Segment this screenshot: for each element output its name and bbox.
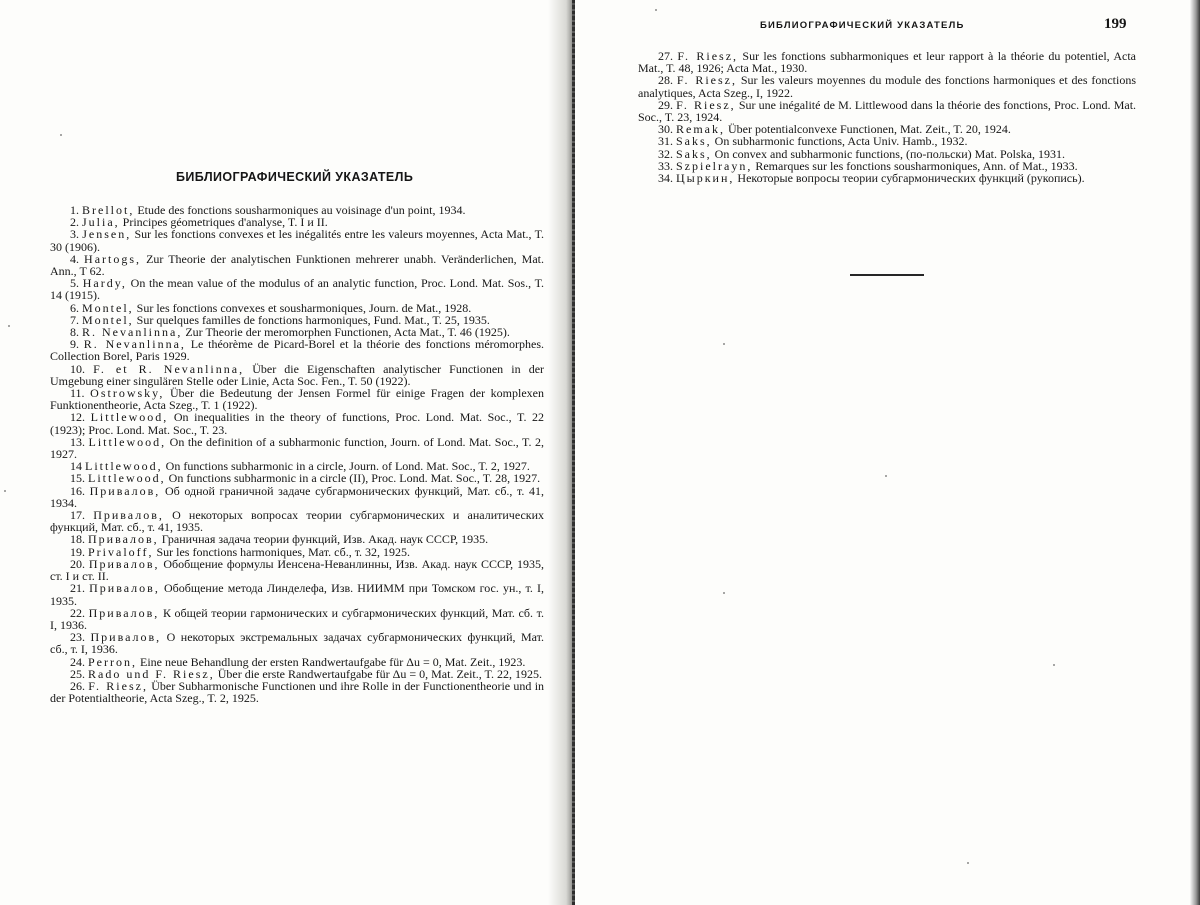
entry-text: Etude des fonctions sousharmoniques au voisinage d'un point, 1934. [137, 203, 466, 217]
entry-author: Jensen, [82, 227, 132, 242]
entry-text: К общей теории гармонических и субгармонических функций, Мат. сб. т. I, 1936. [50, 605, 544, 632]
speck [723, 343, 725, 345]
bibliography-entry [50, 338, 544, 362]
entry-text: Об одной граничной задаче субгармонических функций, Мат. сб., т. 41, 1934. [50, 483, 545, 510]
entry-author: Привалов, [89, 483, 161, 498]
entry-author: Hardy, [82, 276, 127, 291]
entry-text: Sur les valeurs moyennes du module des fonctions harmoniques et des fonctions analytiques, Acta Szeg., I, 1922. [638, 73, 1136, 100]
entry-number: 17. [70, 508, 85, 523]
entry-number: 4. [70, 251, 79, 266]
entry-text: Über die Eigenschaften analytischer Functionen in der Umgebung einer singulären Stelle oder Linie, Acta Soc. Fen., T. 50 (1922). [50, 361, 545, 388]
page-number: 199 [1104, 16, 1127, 32]
entry-text: Некоторые вопросы теории субгармонических функций (рукопись). [737, 171, 1085, 186]
entry-author: F. Riesz, [677, 49, 739, 63]
entry-text: Sur les fonctions harmoniques, Мат. сб., т. 32, 1925. [156, 544, 411, 559]
bibliography-entry [50, 411, 544, 435]
entry-number: 26. [70, 678, 85, 693]
entry-author: Remak, [676, 122, 725, 137]
entry-number: 30. [658, 122, 673, 137]
entry-number: 24. [70, 654, 85, 669]
speck [723, 592, 725, 594]
entry-text: Sur les fonctions subharmoniques et leur rapport à la théorie du potentiel, Acta Mat., T. 48, 1926; Acta Mat., 1930. [638, 49, 1137, 76]
speck [60, 134, 62, 136]
entry-author: Привалов, [88, 556, 160, 571]
entry-number: 6. [70, 300, 79, 315]
speck [8, 325, 10, 327]
entry-number: 21. [70, 581, 85, 596]
end-rule [850, 274, 924, 276]
entry-author: Perron, [88, 654, 137, 669]
entry-text: On functions subharmonic in a circle (II), Proc. Lond. Mat. Soc., T. 28, 1927. [168, 471, 541, 486]
entry-number: 15. [70, 471, 85, 486]
entry-author: Привалов, [90, 630, 162, 645]
speck [885, 475, 887, 477]
entry-number: 16. [70, 483, 85, 498]
entry-text: Обобщение метода Линделефа, Изв. НИИММ при Томском гос. ун., т. I, 1935. [50, 581, 544, 608]
entry-author: Цыркин, [676, 171, 735, 186]
bibliography-entry [50, 509, 544, 533]
entry-number: 2. [70, 215, 79, 230]
entry-number: 12. [70, 410, 85, 425]
entry-author: F. et R. Nevanlinna, [93, 361, 245, 376]
running-head: БИБЛИОГРАФИЧЕСКИЙ УКАЗАТЕЛЬ [760, 20, 965, 31]
bibliography-entry [50, 485, 544, 509]
bibliography-entry [50, 558, 544, 582]
bibliography-entry [50, 363, 544, 387]
entry-author: Привалов, [88, 605, 160, 620]
entry-author: Littlewood, [88, 434, 167, 449]
entry-author: F. Riesz, [676, 73, 737, 88]
entry-text: Граничная задача теории функций, Изв. Акад. наук СССР, 1935. [161, 532, 489, 547]
entry-author: Привалов, [93, 508, 164, 523]
entry-number: 25. [70, 666, 85, 681]
bibliography-entry [50, 253, 544, 277]
entry-text: On inequalities in the theory of functions, Proc. Lond. Mat. Soc., T. 22 (1923); Proc. Lond. Mat. Soc., T. 23. [50, 410, 545, 437]
entry-author: Привалов, [88, 532, 159, 547]
page-edge-shadow [1190, 0, 1200, 905]
entry-number: 32. [658, 146, 673, 161]
entry-author: Ostrowsky, [90, 386, 165, 401]
entry-text: Zur Theorie der analytischen Funktionen mehrerer unabh. Veränderlichen, Mat. Ann., T 62. [50, 251, 545, 279]
entry-number: 23. [70, 630, 85, 645]
entry-text: Über Subharmonische Functionen und ihre Rolle in der Functionentheorie und in der Potentialtheorie, Acta Szeg., T. 2, 1925. [50, 678, 545, 706]
entry-text: Principes géometriques d'analyse, T. I и II. [122, 215, 328, 230]
entry-number: 29. [658, 97, 673, 112]
entry-text: Sur les fonctions convexes et sousharmoniques, Journ. de Mat., 1928. [136, 300, 472, 315]
entry-number: 33. [658, 158, 673, 173]
entry-number: 14 [70, 459, 82, 474]
entry-author: Privaloff, [88, 544, 154, 559]
entry-author: Littlewood, [90, 410, 169, 425]
speck [655, 9, 657, 11]
entry-number: 1. [70, 203, 79, 217]
entry-number: 19. [70, 544, 85, 559]
entry-author: Saks, [676, 134, 712, 149]
entry-text: Über die Bedeutung der Jensen Formel für einige Fragen der komplexen Funktionentheorie, Acta Szeg., T. 1 (1922). [50, 386, 544, 413]
entry-text: Обобщение формулы Иенсена-Неванлинны, Изв. Акад. наук СССР, 1935, ст. I и ст. II. [50, 556, 545, 584]
entry-number: 5. [70, 276, 79, 291]
speck [4, 490, 6, 492]
bibliography-entry [50, 680, 544, 704]
bibliography-entry [638, 172, 1136, 184]
entry-number: 9. [70, 337, 79, 352]
entry-text: On convex and subharmonic functions, (по-польски) Mat. Polska, 1931. [714, 146, 1066, 161]
entry-number: 27. [658, 49, 673, 63]
entry-author: Rado und F. Riesz, [88, 666, 215, 681]
entry-number: 22. [70, 605, 85, 620]
entry-author: F. Riesz, [676, 97, 736, 112]
entry-author: Julia, [82, 215, 120, 230]
bibliography-entry [50, 277, 544, 301]
left-entry-list [50, 204, 544, 704]
entry-number: 18. [70, 532, 85, 547]
entry-author: R. Nevanlinna, [83, 337, 186, 352]
bibliography-entry [50, 631, 544, 655]
bibliography-entry [50, 607, 544, 631]
bibliography-entry [50, 228, 544, 252]
bibliography-title: БИБЛИОГРАФИЧЕСКИЙ УКАЗАТЕЛЬ [176, 170, 414, 184]
entry-author: Hartogs, [84, 251, 142, 266]
entry-text: Le théorème de Picard-Borel et la théorie des fonctions méromorphes. Collection Borel, Paris 1929. [50, 337, 545, 364]
entry-number: 10. [70, 361, 85, 376]
entry-text: On the mean value of the modulus of an analytic function, Proc. Lond. Mat. Sos., T. 14 (1915). [50, 276, 545, 303]
entry-author: Szpielrayn, [676, 158, 753, 173]
entry-author: R. Nevanlinna, [82, 325, 183, 340]
entry-text: Über die erste Randwertaufgabe für Δu = 0, Mat. Zeit., T. 22, 1925. [217, 666, 542, 681]
entry-author: Littlewood, [85, 459, 163, 474]
right-page [575, 0, 1200, 905]
entry-author: Montel, [82, 300, 134, 315]
entry-text: Eine neue Behandlung der ersten Randwertaufgabe für Δu = 0, Mat. Zeit., 1923. [140, 654, 526, 669]
entry-number: 11. [70, 386, 85, 401]
entry-number: 7. [70, 312, 79, 327]
bibliography-entry [50, 436, 544, 460]
entry-author: Brellot, [82, 203, 135, 217]
speck [1053, 664, 1055, 666]
entry-author: Montel, [82, 312, 134, 327]
entry-text: Sur les fonctions convexes et les inégalités entre les valeurs moyennes, Acta Mat., T. 30 (1906). [50, 227, 545, 254]
entry-author: Saks, [676, 146, 712, 161]
right-entry-list [638, 50, 1136, 184]
entry-text: Sur une inégalité de M. Littlewood dans la théorie des fonctions, Proc. Lond. Mat. Soc., T. 23, 1924. [638, 97, 1137, 125]
entry-text: Sur quelques familles de fonctions harmoniques, Fund. Mat., T. 25, 1935. [136, 312, 490, 327]
entry-text: On subharmonic functions, Acta Univ. Hamb., 1932. [714, 134, 968, 149]
entry-number: 13. [70, 434, 85, 449]
entry-number: 31. [658, 134, 673, 149]
entry-text: Remarques sur les fonctions sousharmoniques, Ann. of Mat., 1933. [755, 158, 1078, 173]
entry-number: 8. [70, 325, 79, 340]
bibliography-entry [50, 387, 544, 411]
entry-text: О некоторых вопросах теории субгармонических и аналитических функций, Мат. сб., т. 41, 1935. [50, 508, 545, 535]
speck [967, 862, 969, 864]
entry-text: On the definition of a subharmonic function, Journ. of Lond. Mat. Soc., T. 2, 1927. [50, 434, 544, 462]
entry-number: 34. [658, 171, 673, 186]
entry-text: Zur Theorie der meromorphen Functionen, Acta Mat., T. 46 (1925). [185, 325, 510, 340]
entry-number: 20. [70, 556, 85, 571]
bibliography-entry [638, 74, 1136, 98]
bibliography-entry [638, 99, 1136, 123]
entry-text: On functions subharmonic in a circle, Journ. of Lond. Mat. Soc., T. 2, 1927. [165, 459, 530, 474]
entry-author: Littlewood, [88, 471, 166, 486]
bibliography-entry [638, 50, 1136, 74]
entry-text: Über potentialconvexe Functionen, Mat. Zeit., T. 20, 1924. [728, 122, 1011, 137]
entry-author: F. Riesz, [88, 678, 148, 693]
entry-number: 28. [658, 73, 673, 88]
entry-author: Привалов, [89, 581, 160, 596]
entry-number: 3. [70, 227, 79, 242]
entry-text: О некоторых экстремальных задачах субгармонических функций, Мат. сб., т. I, 1936. [50, 630, 545, 657]
bibliography-entry [50, 582, 544, 606]
left-page [0, 0, 575, 905]
